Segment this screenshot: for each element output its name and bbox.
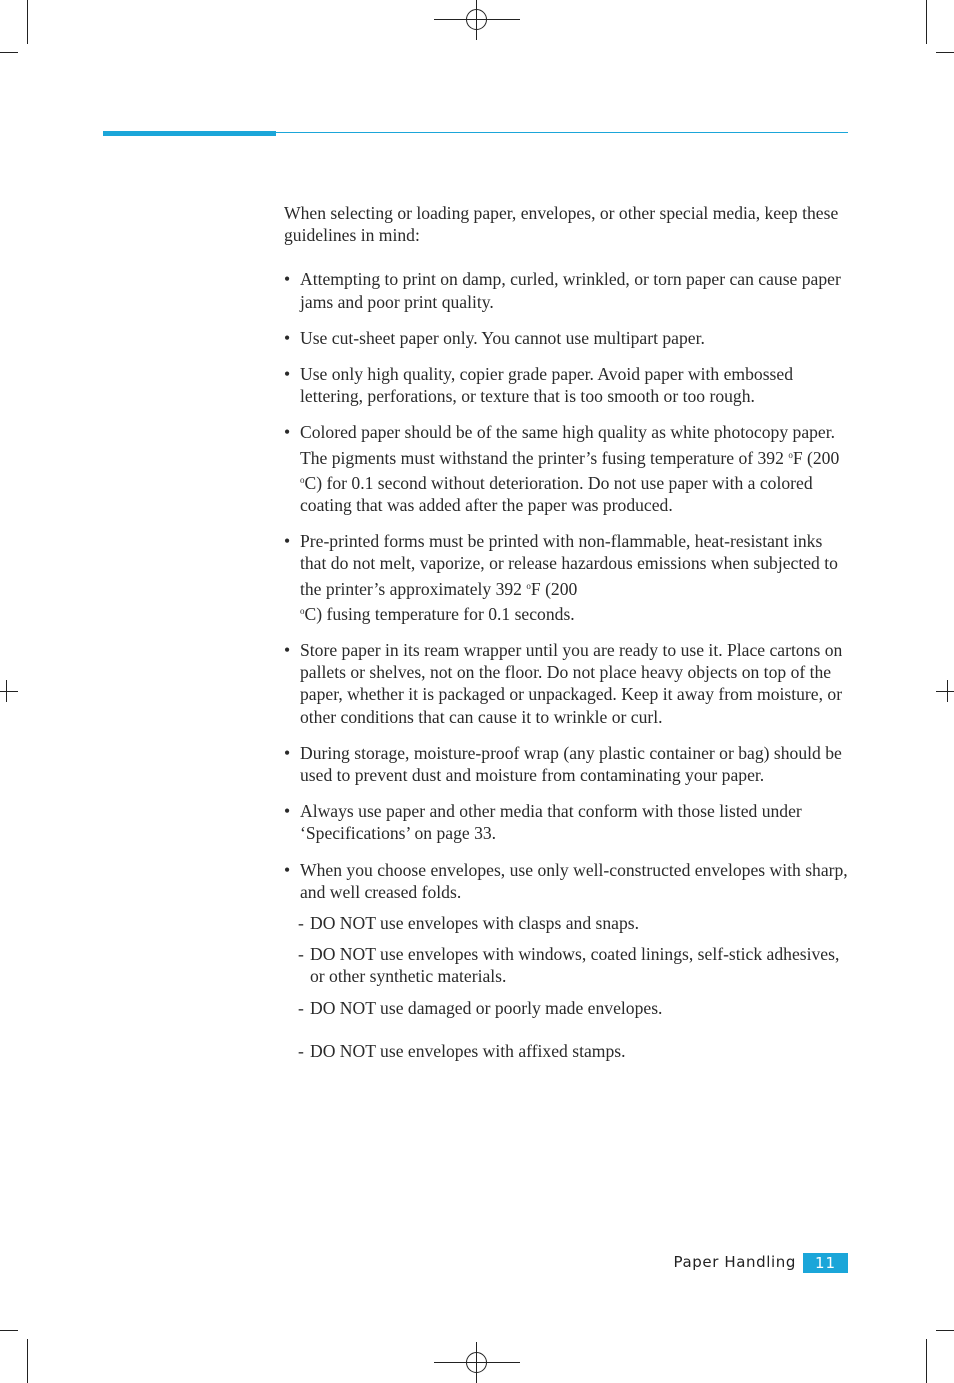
- preprinted-text-2: F (200: [530, 578, 578, 599]
- crop-mark-top-right-horizontal: [936, 52, 954, 53]
- crop-mark-bottom-right-vertical: [926, 1339, 927, 1383]
- registration-mark-left-horizontal: [0, 691, 18, 692]
- bullet-cut-sheet: • Use cut-sheet paper only. You cannot use multipart paper.: [284, 327, 850, 349]
- crop-mark-bottom-left-vertical: [27, 1339, 28, 1383]
- envelopes-text: When you choose envelopes, use only well-constructed envelopes with sharp, and well creased folds.: [300, 859, 848, 902]
- header-rule: [276, 132, 848, 133]
- crop-mark-top-left-horizontal: [0, 52, 18, 53]
- guidelines-list: [284, 268, 850, 1062]
- crop-mark-bottom-right-horizontal: [936, 1330, 954, 1331]
- bullet-envelopes: [284, 859, 850, 1062]
- bullet-specifications: • Always use paper and other media that conform with those listed under ‘Specifications’ on page 33.: [284, 800, 850, 844]
- crop-mark-bottom-left-horizontal: [0, 1330, 18, 1331]
- envelope-rules-list: [300, 912, 850, 1062]
- crop-mark-top-right-vertical: [926, 0, 927, 44]
- registration-mark-right-horizontal: [936, 691, 954, 692]
- footer-section-title: Paper Handling: [673, 1253, 796, 1271]
- page-number: 11: [803, 1253, 848, 1273]
- bullet-moisture-proof: • During storage, moisture-proof wrap (any plastic container or bag) should be used to prevent dust and moisture from contaminating your paper.: [284, 742, 850, 786]
- guidelines-section: [284, 202, 850, 1076]
- degree-symbol: o: [300, 605, 305, 616]
- crop-mark-top-left-vertical: [27, 0, 28, 44]
- bullet-preprinted-forms: [284, 530, 850, 625]
- colored-paper-text-3: C) for 0.1 second without deterioration. Do not use paper with a colored coating that was added after the paper was produced.: [300, 472, 813, 516]
- registration-mark-top-circle: [466, 9, 487, 30]
- degree-symbol: o: [788, 449, 793, 460]
- degree-symbol: o: [300, 474, 305, 485]
- envelope-rule: - DO NOT use damaged or poorly made envelopes.: [300, 997, 850, 1019]
- colored-paper-text-2: F (200: [792, 447, 840, 468]
- degree-symbol: o: [526, 580, 531, 591]
- preprinted-text-1: Pre-printed forms must be printed with non-flammable, heat-resistant inks that do not melt, vaporize, or release hazardous emissions when subjected to the printer’s approximately 392: [300, 531, 838, 599]
- bullet-damp-paper: • Attempting to print on damp, curled, wrinkled, or torn paper can cause paper jams and poor print quality.: [284, 268, 850, 312]
- intro-paragraph: When selecting or loading paper, envelopes, or other special media, keep these guidelines in mind:: [284, 203, 839, 246]
- registration-mark-right-vertical: [947, 680, 948, 702]
- envelope-rule: - DO NOT use envelopes with affixed stamps.: [300, 1040, 850, 1062]
- bullet-copier-grade: • Use only high quality, copier grade paper. Avoid paper with embossed lettering, perforations, or texture that is too smooth or too rough.: [284, 363, 850, 407]
- envelope-rule: - DO NOT use envelopes with windows, coated linings, self-stick adhesives, or other synthetic materials.: [300, 943, 850, 987]
- preprinted-text-3: C) fusing temperature for 0.1 seconds.: [304, 603, 575, 624]
- colored-paper-text-1: Colored paper should be of the same high quality as white photocopy paper. The pigments must withstand the printer’s fusing temperature of 392: [300, 422, 836, 468]
- header-accent-bar: [103, 131, 276, 136]
- registration-mark-left-vertical: [6, 680, 7, 702]
- envelope-rule: - DO NOT use envelopes with clasps and snaps.: [300, 912, 850, 934]
- bullet-colored-paper: [284, 421, 850, 516]
- registration-mark-bottom-circle: [466, 1352, 487, 1373]
- bullet-ream-wrapper: • Store paper in its ream wrapper until you are ready to use it. Place cartons on pallets or shelves, not on the floor. Do not place heavy objects on top of the paper, whether it is packaged or unpackaged. Keep it away from moisture, or other conditions that can cause it to wrinkle or curl.: [284, 639, 850, 728]
